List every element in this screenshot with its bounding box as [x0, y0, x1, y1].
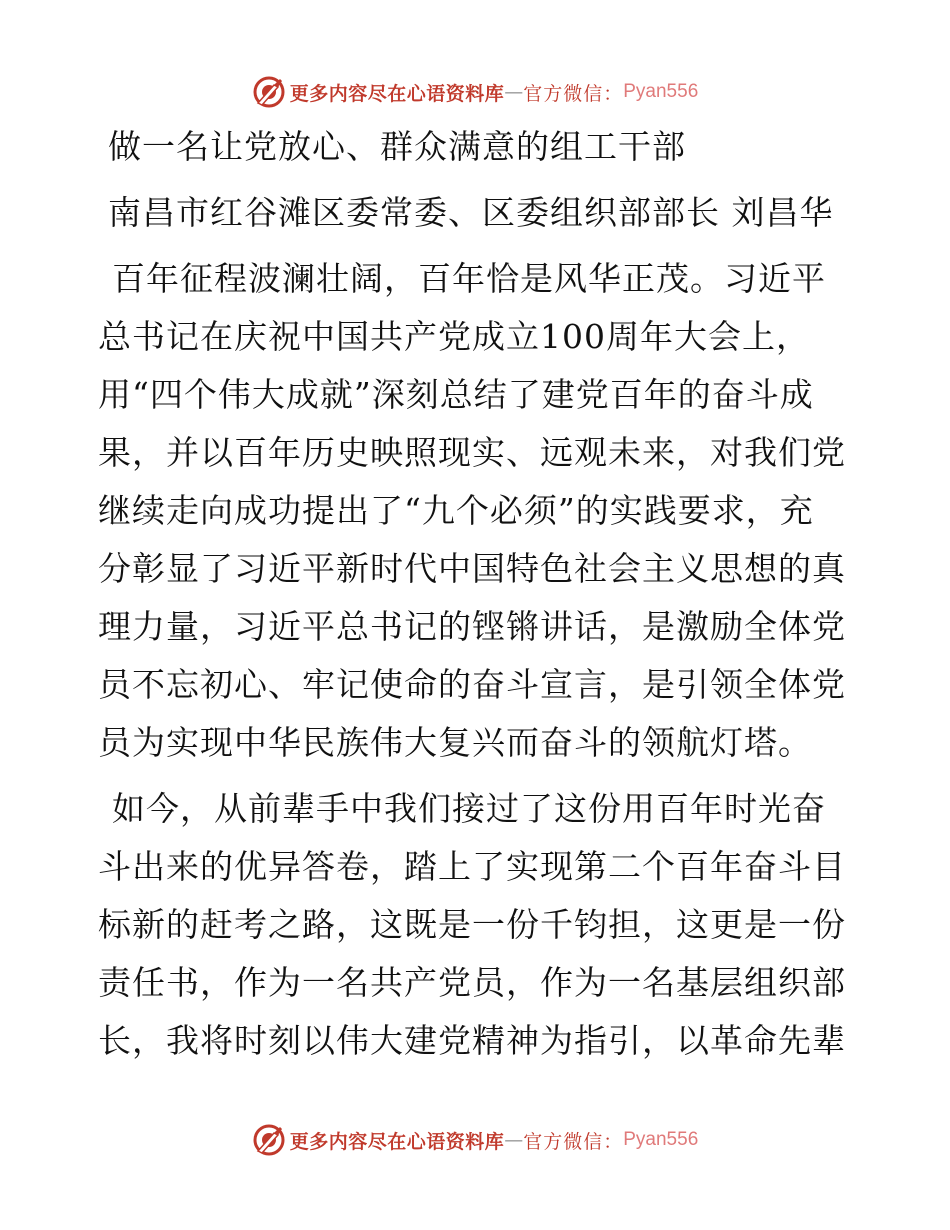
- paragraph-line: 长，我将时刻以伟大建党精神为指引，以革命先辈: [98, 1021, 846, 1060]
- paragraph-line: 百年征程波澜壮阔，百年恰是风华正茂。习近平: [112, 259, 826, 298]
- paragraph-line: 员不忘初心、牢记使命的奋斗宣言，是引领全体党: [98, 665, 846, 704]
- banner-wechat-id: Pyan556: [623, 1129, 699, 1150]
- pen-logo-icon: [252, 1123, 286, 1157]
- paragraph-line: 标新的赶考之路，这既是一份千钧担，这更是一份: [98, 905, 846, 944]
- banner-separator: —: [504, 1129, 524, 1151]
- article-title: 做一名让党放心、群众满意的组工干部: [108, 127, 686, 166]
- paragraph-line: 斗出来的优异答卷，踏上了实现第二个百年奋斗目: [98, 847, 846, 886]
- banner-separator: —: [504, 81, 524, 103]
- paragraph-2: [98, 780, 853, 1070]
- paragraph-line: 用“四个伟大成就”深刻总结了建党百年的奋斗成: [98, 375, 814, 414]
- paragraph-line: 继续走向成功提出了“九个必须”的实践要求，充: [98, 491, 814, 530]
- header-banner: [0, 72, 950, 112]
- paragraph-line: 如今，从前辈手中我们接过了这份用百年时光奋: [112, 789, 826, 828]
- paragraph-1: [98, 250, 853, 772]
- banner-wechat-id: Pyan556: [623, 81, 699, 102]
- paragraph-line: 分彰显了习近平新时代中国特色社会主义思想的真: [98, 549, 846, 588]
- article-author: 南昌市红谷滩区委常委、区委组织部部长 刘昌华: [108, 193, 834, 232]
- banner-slogan: 更多内容尽在心语资料库: [289, 82, 505, 105]
- paragraph-line: 果，并以百年历史映照现实、远观未来，对我们党: [98, 433, 846, 472]
- article-body: [98, 118, 853, 1070]
- banner-wechat-label: 官方微信：: [523, 82, 624, 105]
- banner-wechat-label: 官方微信：: [523, 1130, 624, 1153]
- paragraph-line: 员为实现中华民族伟大复兴而奋斗的领航灯塔。: [98, 723, 812, 762]
- footer-banner: [0, 1120, 950, 1160]
- paragraph-line: 总书记在庆祝中国共产党成立100周年大会上，: [98, 317, 810, 356]
- paragraph-line: 理力量，习近平总书记的铿锵讲话，是激励全体党: [98, 607, 846, 646]
- paragraph-line: 责任书，作为一名共产党员，作为一名基层组织部: [98, 963, 846, 1002]
- banner-slogan: 更多内容尽在心语资料库: [289, 1130, 505, 1153]
- pen-logo-icon: [252, 75, 286, 109]
